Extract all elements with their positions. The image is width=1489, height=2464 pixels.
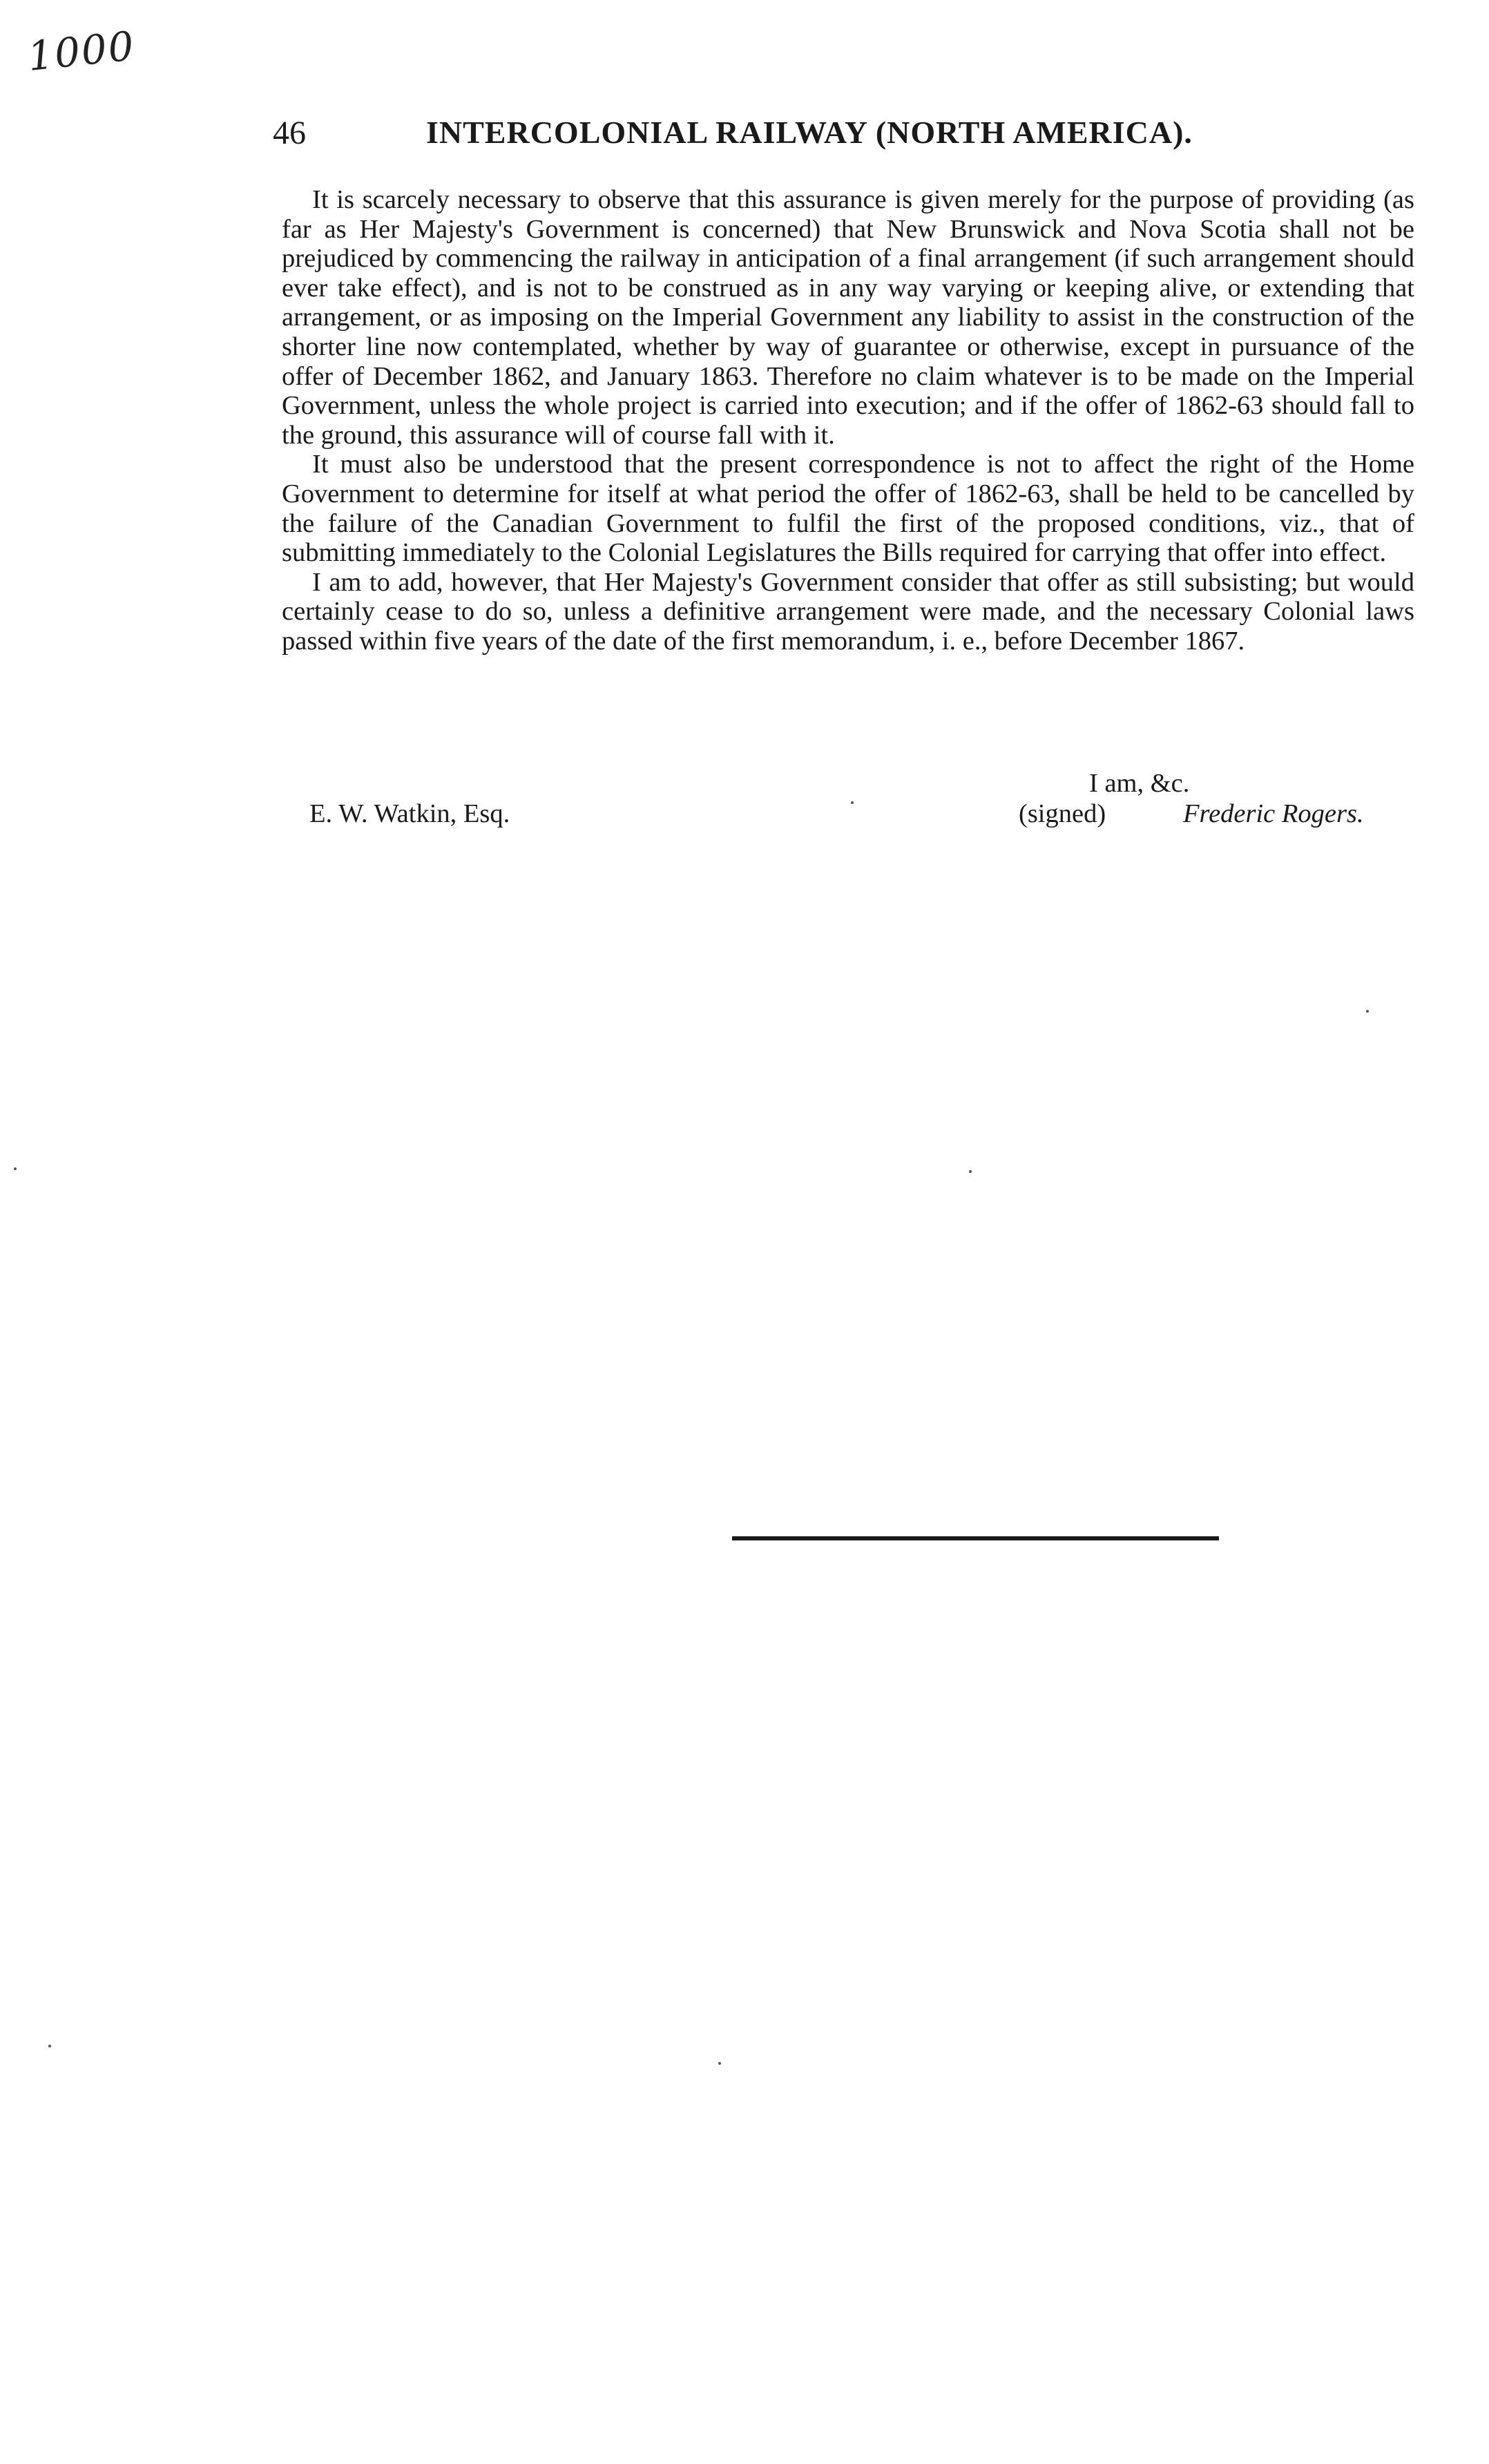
paragraph-correspondence: It must also be understood that the present correspondence is not to affect the right of the Home Government to determine for itself at what period the offer of 1862-63, shall be held to be cancelled by the failure of the Canadian Government to fulfil the first of the proposed conditions, viz., that of submitting immediately to the Colonial Legislatures the Bills required for carrying that offer into effect. (282, 450, 1414, 568)
handwritten-page-note: 1000 (25, 22, 137, 80)
letter-closing: I am, &c. (1089, 769, 1190, 798)
page-number: 46 (273, 115, 306, 151)
paragraph-offer-subsisting: I am to add, however, that Her Majesty's Government consider that offer as still subsisting; but would certainly cease to do so, unless a definitive arrangement were made, and the necessary Colonial laws passed within five years of the date of the first memorandum, i. e., before December 1867. (282, 567, 1414, 656)
scan-speck (48, 2045, 51, 2047)
signed-label: (signed) (1019, 799, 1106, 828)
scan-speck (14, 1167, 17, 1170)
scan-speck (969, 1170, 972, 1173)
letter-body (282, 185, 1414, 656)
signatory-name: Frederic Rogers. (1183, 799, 1364, 828)
running-title: INTERCOLONIAL RAILWAY (NORTH AMERICA). (426, 115, 1193, 150)
scan-speck (718, 2062, 721, 2065)
page-header (273, 114, 1419, 162)
paragraph-assurance: It is scarcely necessary to observe that this assurance is given merely for the purpose of providing (as far as Her Majesty's Government is concerned) that New Brunswick and Nova Scotia shall not be prejudiced by commencing the railway in anticipation of a final arrangement (if such arrangement should ever take effect), and is not to be construed as in any way varying or keeping alive, or extending that arrangement, or as imposing on the Imperial Government any liability to assist in the construction of the shorter line now contemplated, whether by way of guarantee or otherwise, except in pursuance of the offer of December 1862, and January 1863. Therefore no claim whatever is to be made on the Imperial Government, unless the whole project is carried into execution; and if the offer of 1862-63 should fall to the ground, this assurance will of course fall with it. (282, 185, 1414, 450)
scan-speck (1366, 1010, 1369, 1013)
scan-speck (851, 801, 854, 804)
section-end-rule (732, 1536, 1219, 1540)
letter-addressee: E. W. Watkin, Esq. (309, 799, 510, 828)
